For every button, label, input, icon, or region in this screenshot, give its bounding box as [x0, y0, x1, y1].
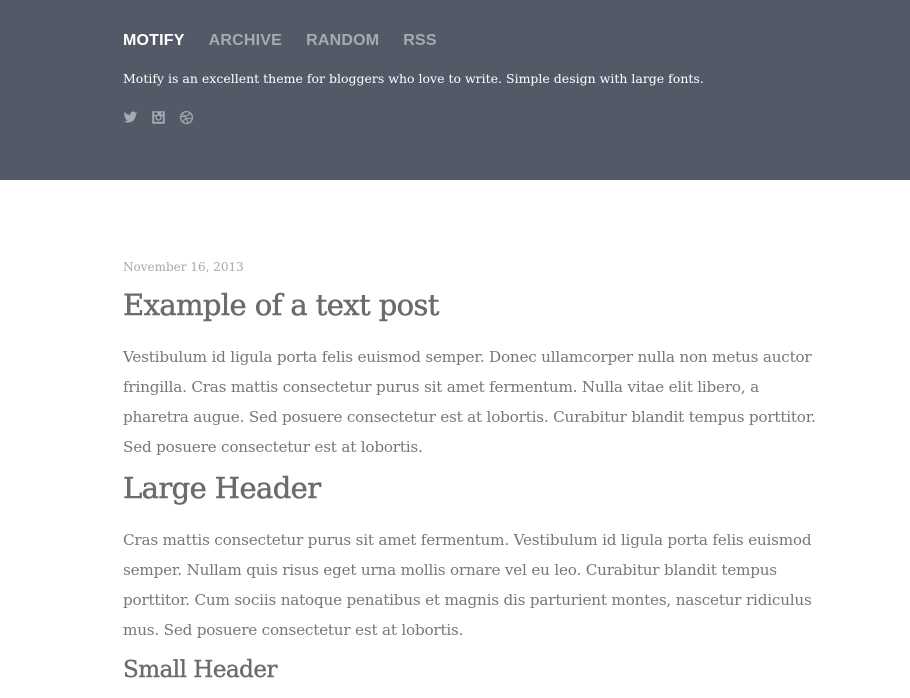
- social-links: [123, 110, 194, 125]
- small-header: Small Header: [123, 657, 278, 683]
- post-paragraph-1: Vestibulum id ligula porta felis euismod semper. Donec ullamcorper nulla non metus auctor fringilla. Cras mattis consectetur purus sit amet fermentum. Nulla vitae elit libero, a pharetra augue. Sed posuere consectetur est at lobortis. Curabitur blandit tempus porttitor. Sed posuere consectetur est at lobortis.: [123, 348, 816, 456]
- twitter-icon[interactable]: [123, 110, 138, 125]
- nav-item-archive[interactable]: ARCHIVE: [208, 32, 283, 49]
- dribbble-icon[interactable]: [179, 110, 194, 125]
- large-header: Large Header: [123, 471, 321, 505]
- post-paragraph-2: Cras mattis consectetur purus sit amet fermentum. Vestibulum id ligula porta felis euismod semper. Nullam quis risus eget urna mollis ornare vel eu leo. Curabitur blandit tempus porttitor. Cum sociis natoque penatibus et magnis dis parturient montes, nascetur ridiculus mus. Sed posuere consectetur est at lobortis.: [123, 531, 812, 639]
- nav-item-random[interactable]: RANDOM: [306, 32, 380, 49]
- post-date[interactable]: November 16, 2013: [123, 260, 244, 274]
- site-tagline: Motify is an excellent theme for bloggers who love to write. Simple design with large fonts.: [123, 71, 704, 86]
- nav-item-motify[interactable]: MOTIFY: [123, 32, 185, 49]
- main-nav: [123, 32, 461, 50]
- instagram-icon[interactable]: [151, 110, 166, 125]
- site-header: [0, 0, 910, 180]
- nav-item-rss[interactable]: RSS: [403, 32, 437, 49]
- post-title[interactable]: Example of a text post: [123, 288, 439, 322]
